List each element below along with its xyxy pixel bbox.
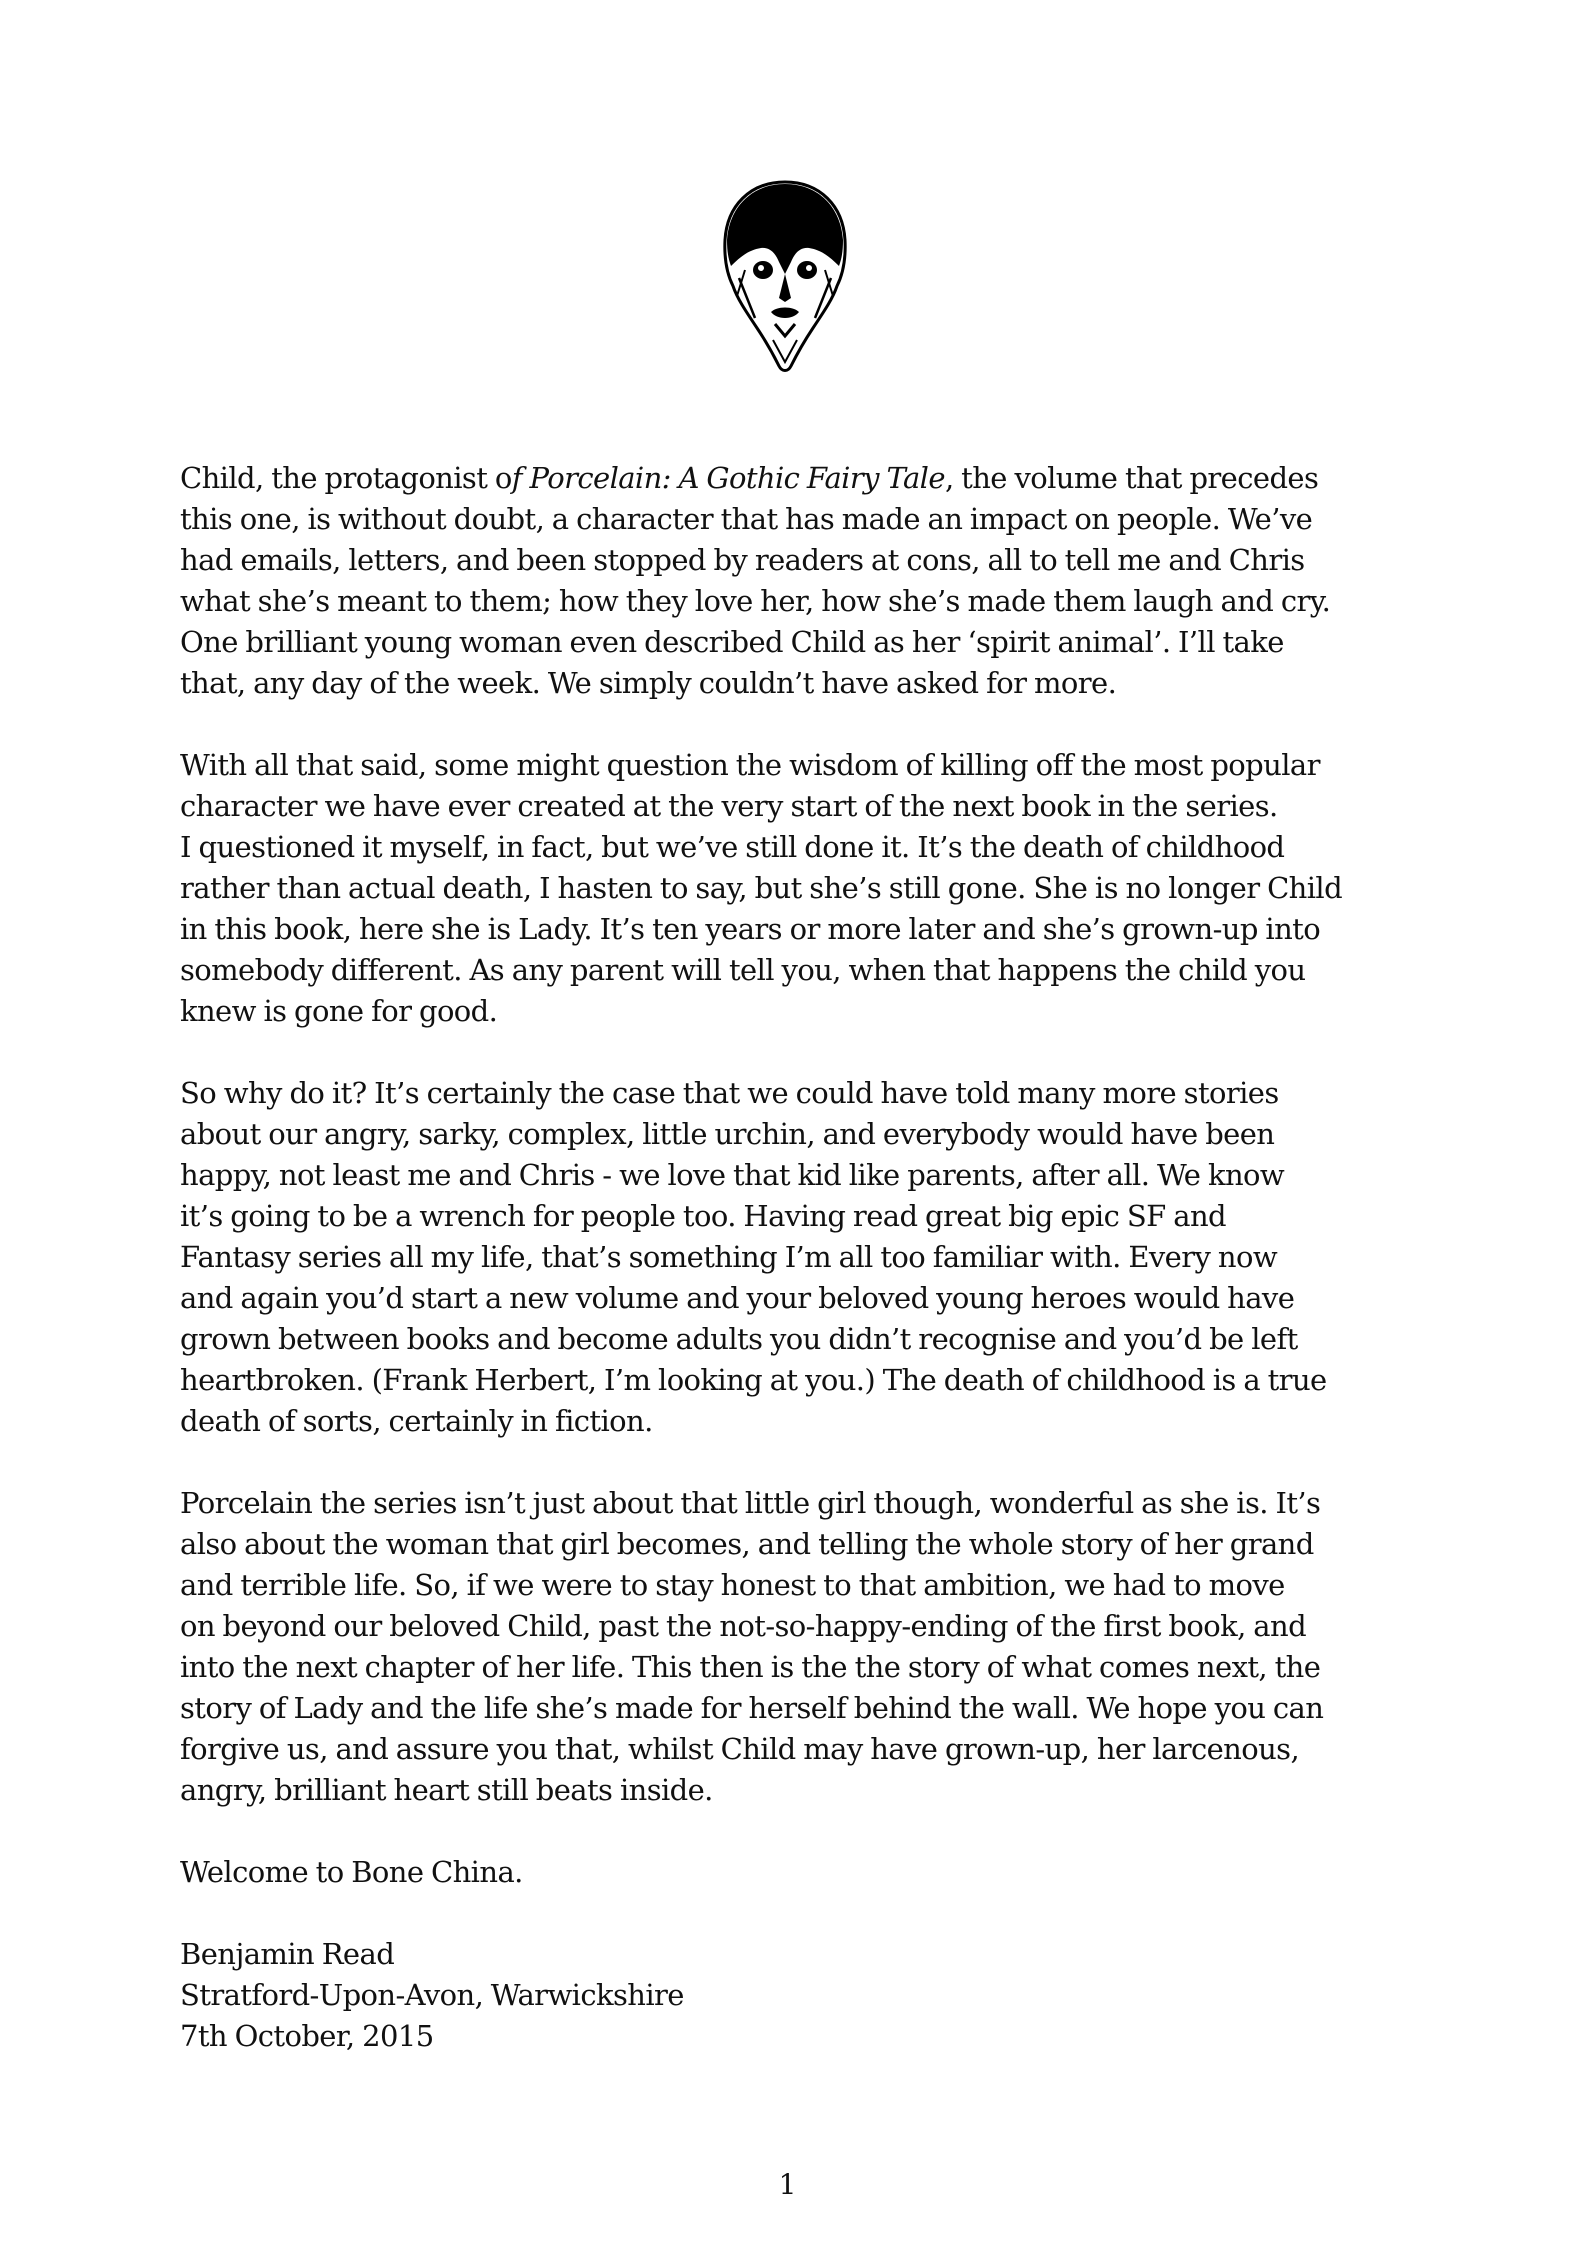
author-name: Benjamin Read	[180, 1937, 395, 1971]
text-line: what she’s meant to them; how they love her, how she’s made them laugh and cry.	[180, 584, 1331, 618]
text-line: rather than actual death, I hasten to say, but she’s still gone. She is no longer Child	[180, 871, 1343, 905]
text-line: Porcelain the series isn’t just about that little girl though, wonderful as she is. It’s	[180, 1486, 1321, 1520]
paragraph-2	[180, 745, 1410, 1032]
text-line: and terrible life. So, if we were to stay honest to that ambition, we had to move	[180, 1568, 1285, 1602]
book-title: f Porcelain: A Gothic Fairy Tale	[511, 461, 945, 495]
author-place: Stratford-Upon-Avon, Warwickshire	[180, 1978, 684, 2012]
paragraph-1	[180, 458, 1410, 704]
text-line: grown between books and become adults you didn’t recognise and you’d be left	[180, 1322, 1298, 1356]
text-line: angry, brilliant heart still beats inside.	[180, 1773, 713, 1807]
letter-date: 7th October, 2015	[180, 2019, 434, 2053]
text-line: One brilliant young woman even described Child as her ‘spirit animal’. I’ll take	[180, 625, 1284, 659]
text-line: this one, is without doubt, a character that has made an impact on people. We’ve	[180, 502, 1313, 536]
text-line: that, any day of the week. We simply couldn’t have asked for more.	[180, 666, 1117, 700]
closing-line: Welcome to Bone China.	[180, 1855, 523, 1889]
text-line: had emails, letters, and been stopped by readers at cons, all to tell me and Chris	[180, 543, 1305, 577]
text-line: Child, the protagonist of Porcelain: A Gothic Fairy Tale, the volume that precedes	[180, 461, 1319, 495]
text-line: also about the woman that girl becomes, and telling the whole story of her grand	[180, 1527, 1314, 1561]
text-line: about our angry, sarky, complex, little urchin, and everybody would have been	[180, 1117, 1275, 1151]
signature-block	[180, 1934, 1410, 2057]
text-line: happy, not least me and Chris - we love that kid like parents, after all. We know	[180, 1158, 1285, 1192]
text-line: I questioned it myself, in fact, but we’ve still done it. It’s the death of childhood	[180, 830, 1285, 864]
text-line: knew is gone for good.	[180, 994, 498, 1028]
text-line: Fantasy series all my life, that’s something I’m all too familiar with. Every now	[180, 1240, 1278, 1274]
text-line: forgive us, and assure you that, whilst Child may have grown-up, her larcenous,	[180, 1732, 1300, 1766]
text-line: heartbroken. (Frank Herbert, I’m looking at you.) The death of childhood is a true	[180, 1363, 1327, 1397]
porcelain-face-logo	[715, 178, 855, 378]
text-line: somebody different. As any parent will tell you, when that happens the child you	[180, 953, 1306, 987]
paragraph-4	[180, 1483, 1410, 1811]
paragraph-3	[180, 1073, 1410, 1442]
text-line: death of sorts, certainly in fiction.	[180, 1404, 653, 1438]
text-line: So why do it? It’s certainly the case that we could have told many more stories	[180, 1076, 1279, 1110]
text-line: story of Lady and the life she’s made for herself behind the wall. We hope you can	[180, 1691, 1324, 1725]
text-line: it’s going to be a wrench for people too. Having read great big epic SF and	[180, 1199, 1226, 1233]
page-number: 1	[778, 2168, 797, 2201]
text-line: character we have ever created at the very start of the next book in the series.	[180, 789, 1278, 823]
text-line: on beyond our beloved Child, past the not-so-happy-ending of the first book, and	[180, 1609, 1307, 1643]
text-line: into the next chapter of her life. This then is the the story of what comes next, the	[180, 1650, 1321, 1684]
text-line: in this book, here she is Lady. It’s ten years or more later and she’s grown-up into	[180, 912, 1321, 946]
text-line: With all that said, some might question the wisdom of killing off the most popular	[180, 748, 1320, 782]
letter-body	[180, 458, 1410, 2057]
text-line: and again you’d start a new volume and your beloved young heroes would have	[180, 1281, 1295, 1315]
